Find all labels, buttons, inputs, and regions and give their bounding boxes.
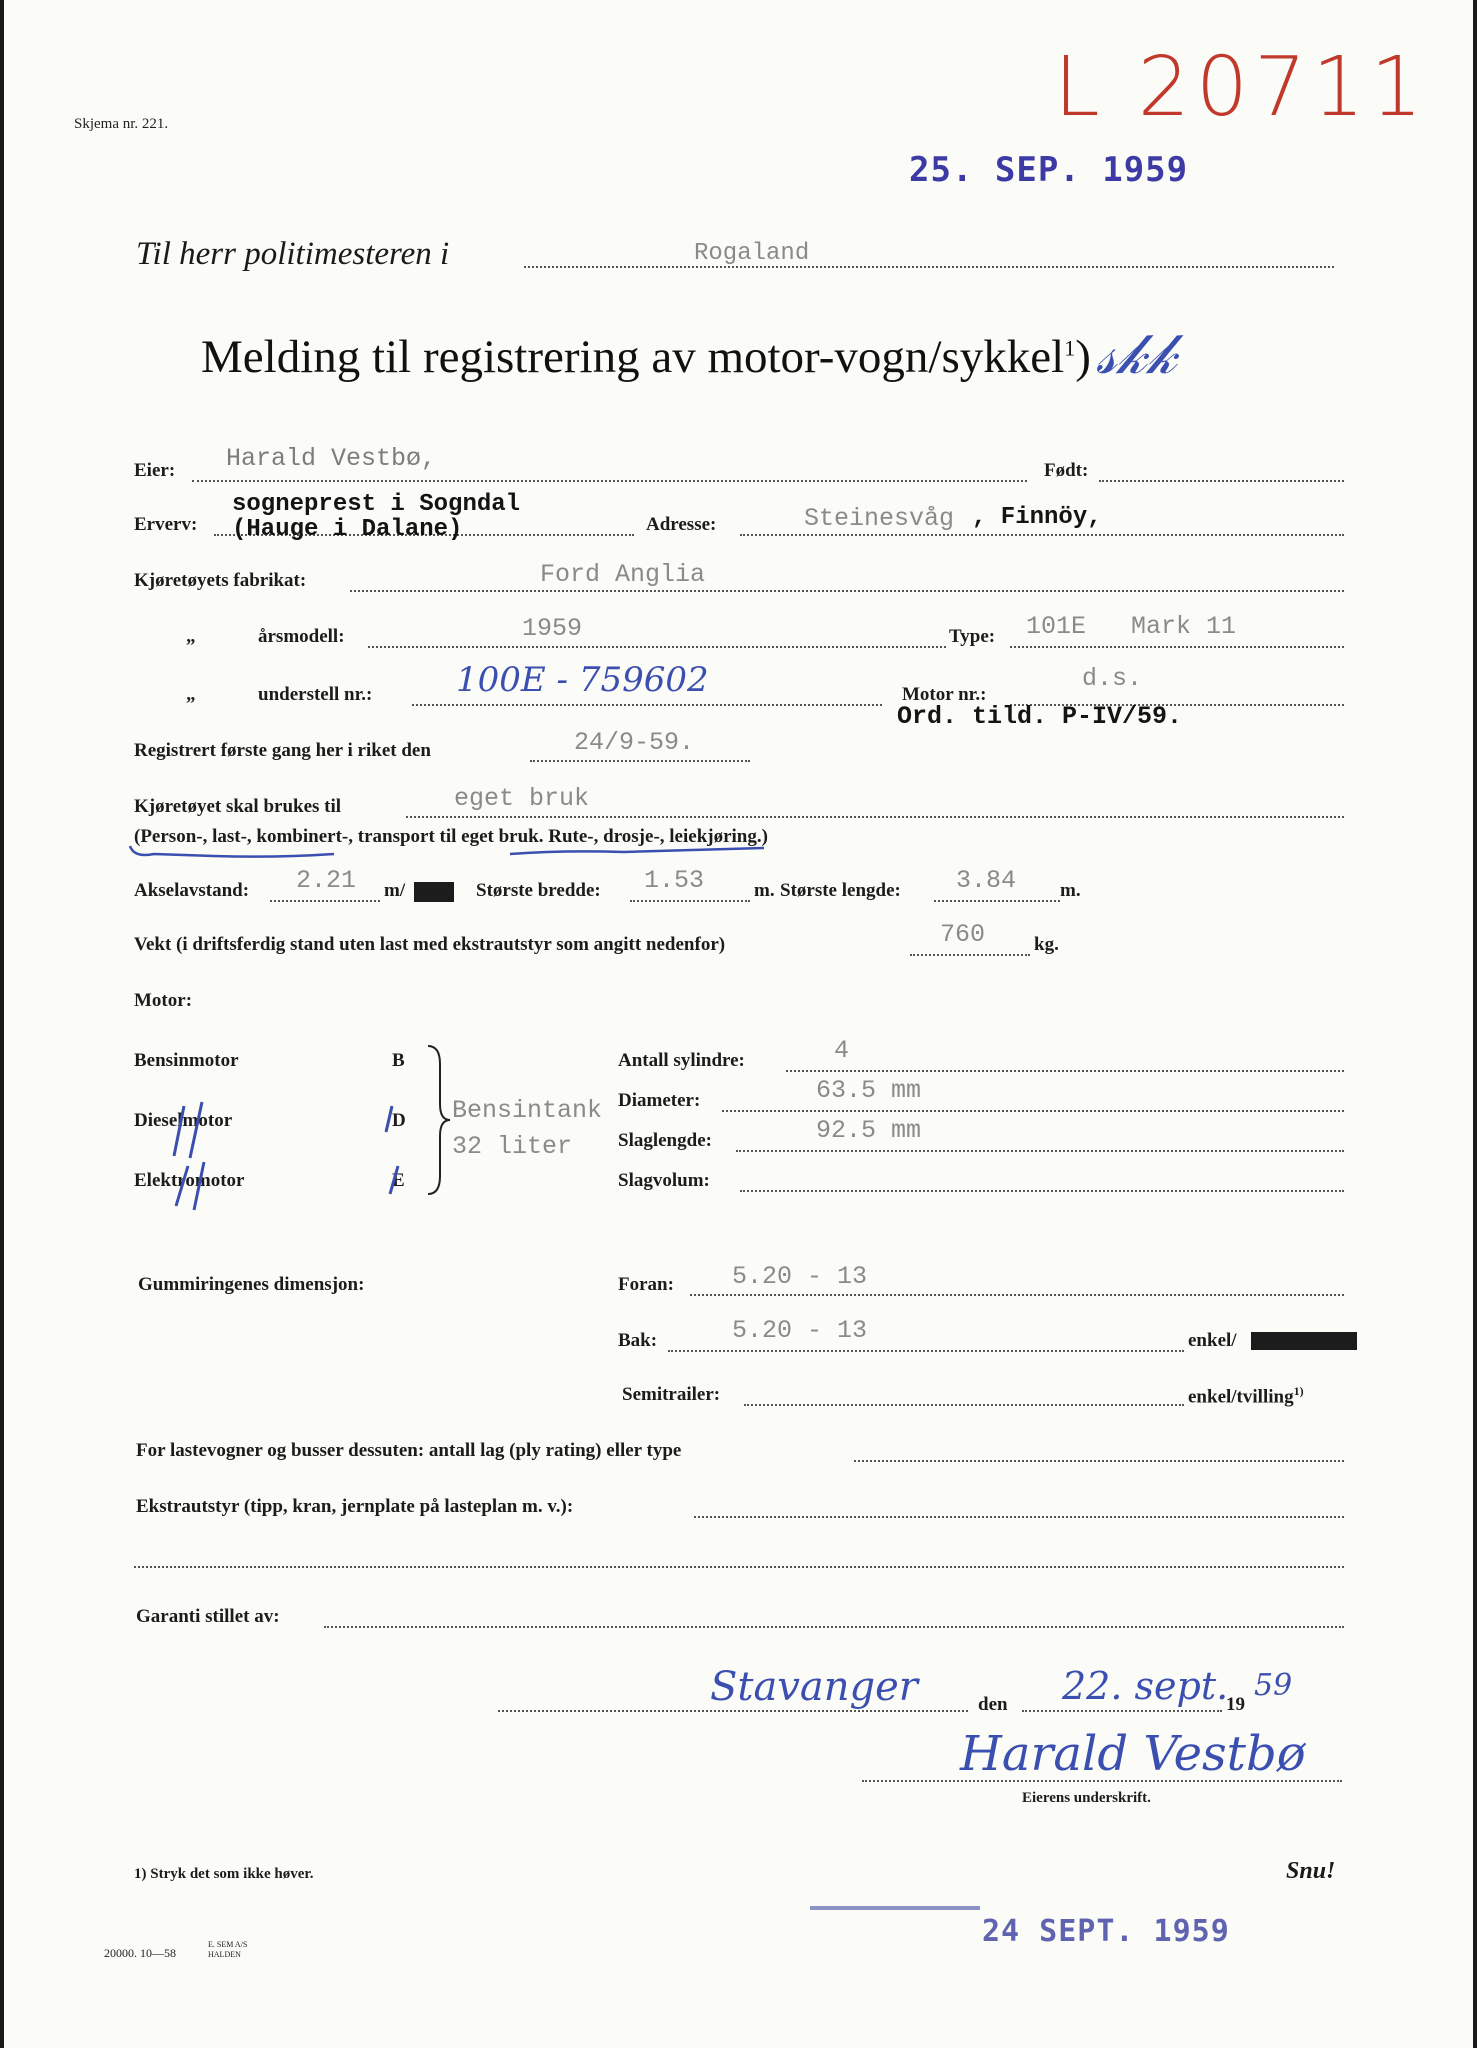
title-close-paren: ) [1075,331,1091,383]
year-prefix: 19 [1226,1694,1245,1715]
lastevogner-label: For lastevogner og busser dessuten: antall lag (ply rating) eller type [136,1440,682,1461]
arsmodell-value: 1959 [522,614,583,643]
foran-value: 5.20 - 13 [732,1262,868,1291]
fodt-label: Født: [1044,460,1089,481]
understell-line [412,704,882,706]
title-strike-scribble: 𝓈𝓀𝓀 [1096,322,1177,387]
ord-tild: Ord. tild. P-IV/59. [897,702,1183,731]
den-label: den [978,1694,1008,1715]
elektromotor-code: E [392,1170,405,1191]
title-footnote-mark: 1 [1064,335,1076,361]
erverv-value-line2: (Hauge i Dalane) [232,516,463,543]
year-suffix: 59 [1254,1668,1293,1703]
aksel-unit: m/ [384,880,406,901]
vekt-value: 760 [940,920,986,949]
dieselmotor-code: D [392,1110,406,1131]
sylindre-value: 4 [834,1036,850,1065]
bredde-label: Største bredde: [476,880,601,901]
bensinmotor-code: B [392,1050,405,1071]
bredde-line [630,900,750,902]
vekt-unit: kg. [1034,934,1059,955]
file-number: L 20711 [1054,40,1429,135]
ekstra-label: Ekstrautstyr (tipp, kran, jernplate på lasteplan m. v.): [136,1496,574,1517]
eier-label: Eier: [134,460,176,481]
arsmodell-line [368,646,946,648]
brukes-label: Kjøretøyet skal brukes til [134,796,342,817]
type-label: Type: [949,626,996,647]
addressee-value: Rogaland [694,240,810,267]
bak-label: Bak: [618,1330,658,1351]
registration-form [4,0,1473,2048]
foran-line [690,1294,1344,1296]
registrert-value: 24/9-59. [574,728,695,757]
print-code: 20000. 10—58 [104,1946,176,1960]
diameter-line [722,1110,1344,1112]
ekstra-line [694,1516,1344,1518]
bottom-stamp: 24 SEPT. 1959 [982,1914,1230,1949]
lastevogner-line [854,1460,1344,1462]
place-line [498,1710,968,1712]
semitrailer-suffix [1188,1384,1304,1408]
registrert-line [530,760,750,762]
bensinmotor-label: Bensinmotor [134,1050,239,1071]
bak-suffix: enkel/ [1188,1330,1237,1351]
diameter-label: Diameter: [618,1090,701,1111]
slagvolum-line [740,1190,1344,1192]
understell-value: 100E - 759602 [456,660,709,700]
understell-label: understell nr.: [258,684,373,705]
aksel-unit-redaction [414,882,454,902]
aksel-line [270,900,380,902]
form-number: Skjema nr. 221. [74,116,169,132]
form-title-text: Melding til registrering av motor-vogn/sykkel [201,331,1065,383]
fodt-line [1099,480,1344,482]
lengde-line [934,900,1060,902]
slaglengde-value: 92.5 mm [816,1116,922,1145]
ekstra-line-2 [134,1566,1344,1568]
signature-date: 22. sept. [1062,1664,1229,1708]
erverv-value-line1: sogneprest i Sogndal [232,491,521,518]
diameter-value: 63.5 mm [816,1076,922,1105]
received-stamp: 25. SEP. 1959 [909,150,1189,190]
motor-nr-label: Motor nr.: [902,684,987,705]
motor-brace [424,1044,454,1196]
sylindre-line [786,1070,1344,1072]
motor-nr-value: d.s. [1082,664,1143,693]
signature-caption: Eierens underskrift. [1022,1790,1151,1806]
signature-place: Stavanger [710,1664,918,1710]
lengde-label: Største lengde: [780,880,901,901]
slaglengde-line [736,1150,1344,1152]
footnote: 1) Stryk det som ikke høver. [134,1866,314,1882]
adresse-value-typed: Steinesvåg [804,504,955,533]
brukes-line [406,816,1344,818]
adresse-value-bold: , Finnöy, [972,504,1102,531]
adresse-label: Adresse: [646,514,717,535]
semitrailer-mark: 1) [1293,1384,1304,1398]
snu-label: Snu! [1286,1858,1336,1884]
tires-label: Gummiringenes dimensjon: [138,1274,365,1295]
dieselmotor-label: Dieselmotor [134,1110,233,1131]
foran-label: Foran: [618,1274,674,1295]
owner-signature: Harald Vestbø [960,1726,1306,1782]
ditto-mark-1: „ [186,626,196,647]
addressee-label: Til herr politimesteren i [136,236,450,272]
arsmodell-label: årsmodell: [258,626,345,647]
tank-line1: Bensintank [452,1096,603,1125]
motor-strike-marks [154,1086,424,1216]
vekt-label: Vekt (i driftsferdig stand uten last med ekstrautstyr som angitt nedenfor) [134,934,726,955]
semitrailer-line [744,1404,1184,1406]
sylindre-label: Antall sylindre: [618,1050,745,1071]
stamp-smudge [810,1906,980,1910]
lengde-unit: m. [1060,880,1081,901]
type-value: 101E Mark 11 [1026,612,1237,641]
lengde-value: 3.84 [956,866,1017,895]
garanti-label: Garanti stillet av: [136,1606,280,1627]
bak-redaction [1251,1332,1357,1350]
bredde-value: 1.53 [644,866,705,895]
tank-line2: 32 liter [452,1132,573,1161]
bredde-unit: m. [754,880,775,901]
brukes-value: eget bruk [454,784,590,813]
fabrikat-line [350,590,1344,592]
form-title [201,330,1091,384]
type-line [1010,646,1344,648]
date-line [1022,1710,1222,1712]
printer-name: E. SEM A/S HALDEN [208,1940,248,1959]
semitrailer-label: Semitrailer: [622,1384,721,1405]
eier-line [192,480,1027,482]
brukes-options: (Person-, last-, kombinert-, transport til eget bruk. Rute-, drosje-, leiekjøring.) [134,826,768,847]
slagvolum-label: Slagvolum: [618,1170,710,1191]
aksel-value: 2.21 [296,866,357,895]
ditto-mark-2: „ [186,684,196,705]
addressee-line [524,266,1334,268]
bak-value: 5.20 - 13 [732,1316,868,1345]
aksel-label: Akselavstand: [134,880,250,901]
vekt-line [910,954,1030,956]
slaglengde-label: Slaglengde: [618,1130,712,1151]
fabrikat-value: Ford Anglia [540,560,706,589]
motor-section-label: Motor: [134,990,193,1011]
garanti-line [324,1626,1344,1628]
adresse-line [740,534,1344,536]
erverv-label: Erverv: [134,514,198,535]
elektromotor-label: Elektromotor [134,1170,245,1191]
registrert-label: Registrert første gang her i riket den [134,740,431,761]
eier-value: Harald Vestbø, [226,444,437,473]
underline-scribbles [124,838,1024,868]
semitrailer-suffix-text: enkel/tvilling [1188,1386,1294,1408]
bak-line [668,1350,1184,1352]
fabrikat-label: Kjøretøyets fabrikat: [134,570,307,591]
